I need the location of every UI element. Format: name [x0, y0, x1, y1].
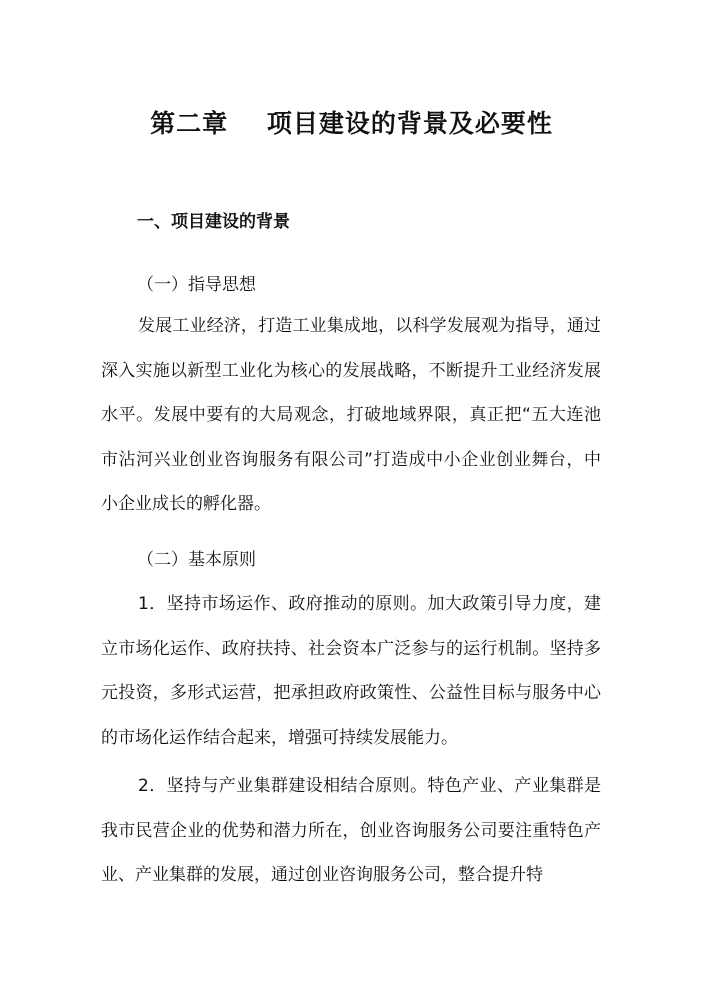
paragraph-principle-1: 1．坚持市场运作、政府推动的原则。加大政策引导力度，建立市场化运作、政府扶持、社会资本广泛参与的运行机制。坚持多元投资，多形式运营，把承担政府政策性、公益性目标与服务中心的市场化运作结合起来，增强可持续发展能力。 — [101, 594, 601, 748]
section-heading: 一、项目建设的背景 — [137, 212, 290, 232]
subheading-guiding-thought: （一）指导思想 — [137, 275, 256, 295]
subheading-basic-principles: （二）基本原则 — [137, 550, 256, 570]
chapter-title: 第二章 项目建设的背景及必要性 — [150, 109, 553, 138]
paragraph-principle-2: 2．坚持与产业集群建设相结合原则。特色产业、产业集群是我市民营企业的优势和潜力所在，创业咨询服务公司要注重特色产业、产业集群的发展，通过创业咨询服务公司，整合提升特 — [101, 776, 601, 885]
paragraph-guiding-thought: 发展工业经济，打造工业集成地，以科学发展观为指导，通过深入实施以新型工业化为核心的发展战略，不断提升工业经济发展水平。发展中要有的大局观念，打破地域界限，真正把“五大连池市沾河兴业创业咨询服务有限公司”打造成中小企业创业舞台，中小企业成长的孵化器。 — [101, 316, 601, 514]
